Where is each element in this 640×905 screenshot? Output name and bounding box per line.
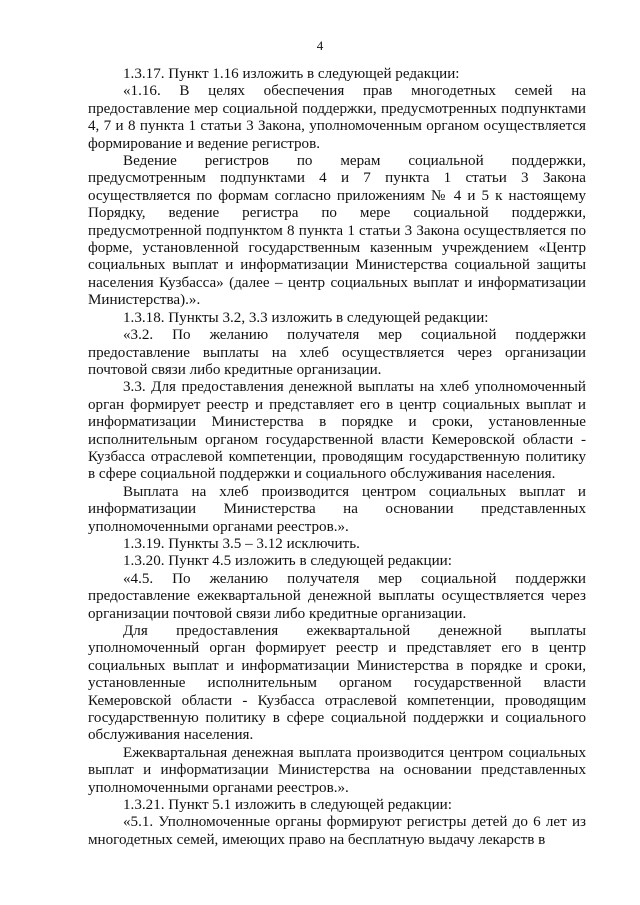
paragraph-quarterly-registry: Для предоставления ежеквартальной денежной выплаты уполномоченный орган формирует реестр и представляет его в центр социальных выплат и информатизации Министерства в порядке и сроки, установленные исполнительным органом государственной власти Кемеровской области - Кузбасса отраслевой компетенции, проводящим государственную политику в сфере социальной поддержки и социального обслуживания населения. <box>88 623 586 744</box>
paragraph-1-3-20: 1.3.20. Пункт 4.5 изложить в следующей редакции: <box>123 553 452 570</box>
paragraph-3-3: 3.3. Для предоставления денежной выплаты на хлеб уполномоченный орган формирует реестр и представляет его в центр социальных выплат и информатизации Министерства в порядке и сроки, установленные исполнительным органом государственной власти Кемеровской области - Кузбасса отраслевой компетенции, проводящим государственную политику в сфере социальной поддержки и социального обслуживания населения. <box>88 379 586 483</box>
page-number: 4 <box>316 38 324 53</box>
paragraph-1-3-17: 1.3.17. Пункт 1.16 изложить в следующей редакции: <box>123 66 460 82</box>
paragraph-4-5-quote: «4.5. По желанию получателя мер социальной поддержки предоставление ежеквартальной денежной выплаты осуществляется через организации почтовой связи либо кредитные организации. <box>88 570 586 622</box>
paragraph-1-3-21: 1.3.21. Пункт 5.1 изложить в следующей редакции: <box>123 797 452 814</box>
paragraph-1-3-19: 1.3.19. Пункты 3.5 – 3.12 исключить. <box>123 535 360 552</box>
paragraph-bread-payment: Выплата на хлеб производится центром социальных выплат и информатизации Министерства на основании представленных уполномоченными органами реестров.». <box>88 483 586 535</box>
paragraph-registers: Ведение регистров по мерам социальной поддержки, предусмотренным подпунктами 4 и 7 пункта 1 статьи 3 Закона осуществляется по формам согласно приложениям № 4 и 5 к настоящему Порядку, ведение регистра по мере социальной поддержки, предусмотренной подпунктом 8 пункта 1 статьи 3 Закона осуществляется по форме, установленной государственным казенным учреждением «Центр социальных выплат и информатизации Министерства социальной защиты населения Кузбасса» (далее – центр социальных выплат и информатизации Министерства).». <box>88 153 586 309</box>
paragraph-3-2-quote: «3.2. По желанию получателя мер социальной поддержки предоставление выплаты на хлеб осуществляется через организации почтовой связи либо кредитные организации. <box>88 327 586 378</box>
paragraph-1-16-quote: «1.16. В целях обеспечения прав многодетных семей на предоставление мер социальной поддержки, предусмотренных подпунктами 4, 7 и 8 пункта 1 статьи 3 Закона, уполномоченным органом осуществляется формирование и ведение регистров. <box>88 83 586 152</box>
paragraph-1-3-18: 1.3.18. Пункты 3.2, 3.3 изложить в следующей редакции: <box>123 309 489 326</box>
paragraph-quarterly-payment: Ежеквартальная денежная выплата производится центром социальных выплат и информатизации Министерства на основании представленных уполномоченными органами реестров.». <box>88 744 586 796</box>
document-body <box>88 66 586 849</box>
paragraph-5-1-quote: «5.1. Уполномоченные органы формируют регистры детей до 6 лет из многодетных семей, имеющих право на бесплатную выдачу лекарств в <box>88 814 586 848</box>
